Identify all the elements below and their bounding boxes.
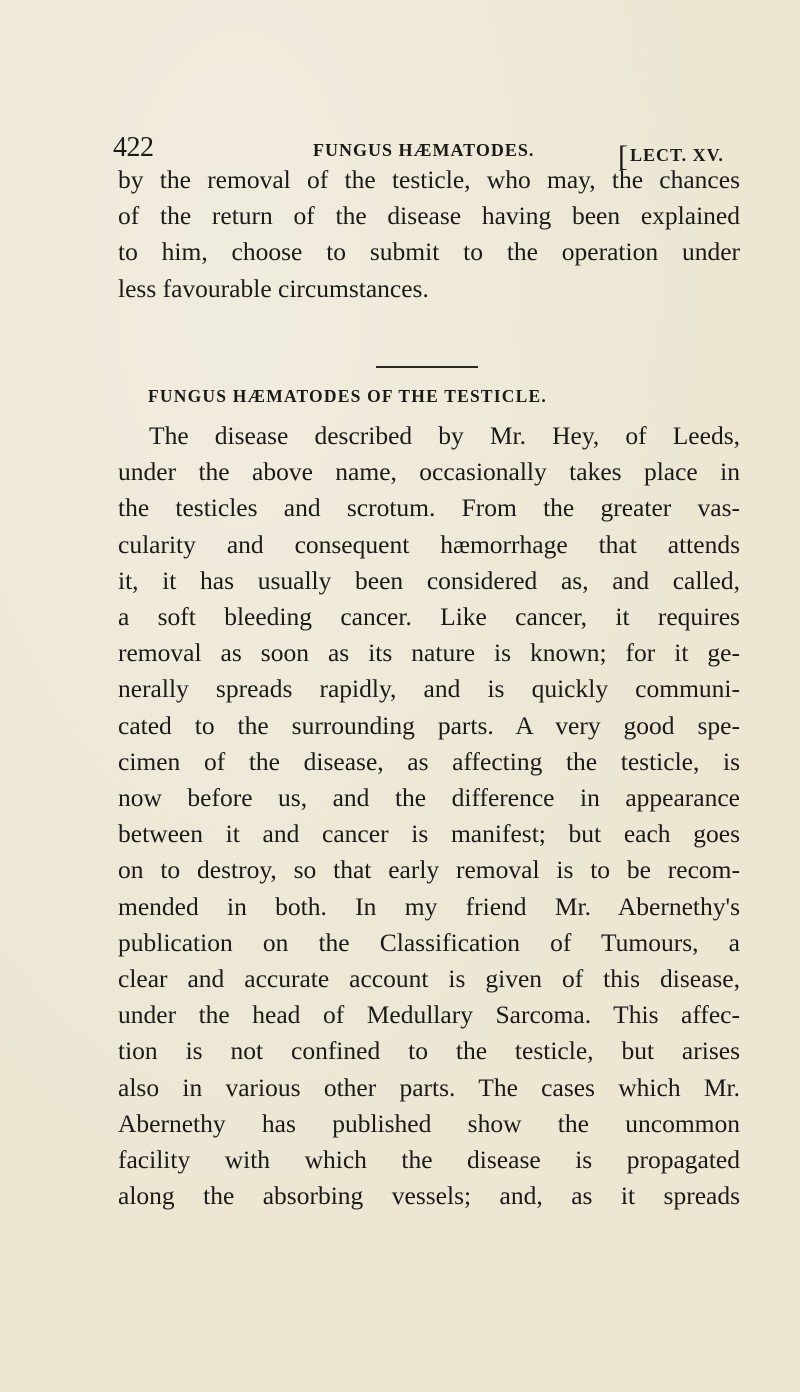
text-line: removal as soon as its nature is known; for it ge-: [118, 638, 740, 668]
text-line: mended in both. In my friend Mr. Abernethy's: [118, 891, 740, 921]
text-line: Abernethy has published show the uncommon: [118, 1108, 740, 1138]
text-line: less favourable circumstances.: [118, 273, 429, 303]
text-line: of the return of the disease having been explained: [118, 201, 740, 231]
bracket-glyph: [: [618, 140, 629, 173]
text-line: tion is not confined to the testicle, but arises: [118, 1036, 740, 1066]
text-line: facility with which the disease is propagated: [118, 1145, 740, 1175]
section-heading: FUNGUS HÆMATODES OF THE TESTICLE.: [148, 386, 547, 406]
text-line: under the above name, occasionally takes place in: [118, 457, 740, 487]
page-number: 422: [113, 132, 154, 163]
text-line: publication on the Classification of Tumours, a: [118, 927, 740, 957]
text-line: to him, choose to submit to the operation under: [118, 237, 740, 267]
lecture-reference-label: LECT. XV.: [630, 145, 724, 165]
text-line: between it and cancer is manifest; but each goes: [118, 819, 740, 849]
text-line: cularity and consequent hæmorrhage that attends: [118, 529, 740, 559]
paragraph-continuation: [118, 162, 740, 307]
text-line: cimen of the disease, as affecting the testicle, is: [118, 746, 740, 776]
text-line: also in various other parts. The cases which Mr.: [118, 1072, 740, 1102]
text-line: by the removal of the testicle, who may, the chances: [118, 165, 740, 194]
text-line: nerally spreads rapidly, and is quickly communi-: [118, 674, 740, 704]
text-line: it, it has usually been considered as, and called,: [118, 565, 740, 595]
text-line: clear and accurate account is given of this disease,: [118, 964, 740, 994]
section-divider: [376, 366, 478, 368]
text-line: cated to the surrounding parts. A very good spe-: [118, 710, 740, 740]
paragraph-body: [118, 418, 740, 1214]
text-line: now before us, and the difference in appearance: [118, 783, 740, 813]
text-line: on to destroy, so that early removal is to be recom-: [118, 855, 740, 885]
text-line: the testicles and scrotum. From the greater vas-: [118, 493, 740, 523]
running-head: FUNGUS HÆMATODES.: [313, 140, 535, 160]
text-line: a soft bleeding cancer. Like cancer, it requires: [118, 602, 740, 632]
text-line: under the head of Medullary Sarcoma. This affec-: [118, 1000, 740, 1030]
text-line: along the absorbing vessels; and, as it spreads: [118, 1181, 740, 1211]
text-line: The disease described by Mr. Hey, of Leeds,: [149, 421, 740, 450]
